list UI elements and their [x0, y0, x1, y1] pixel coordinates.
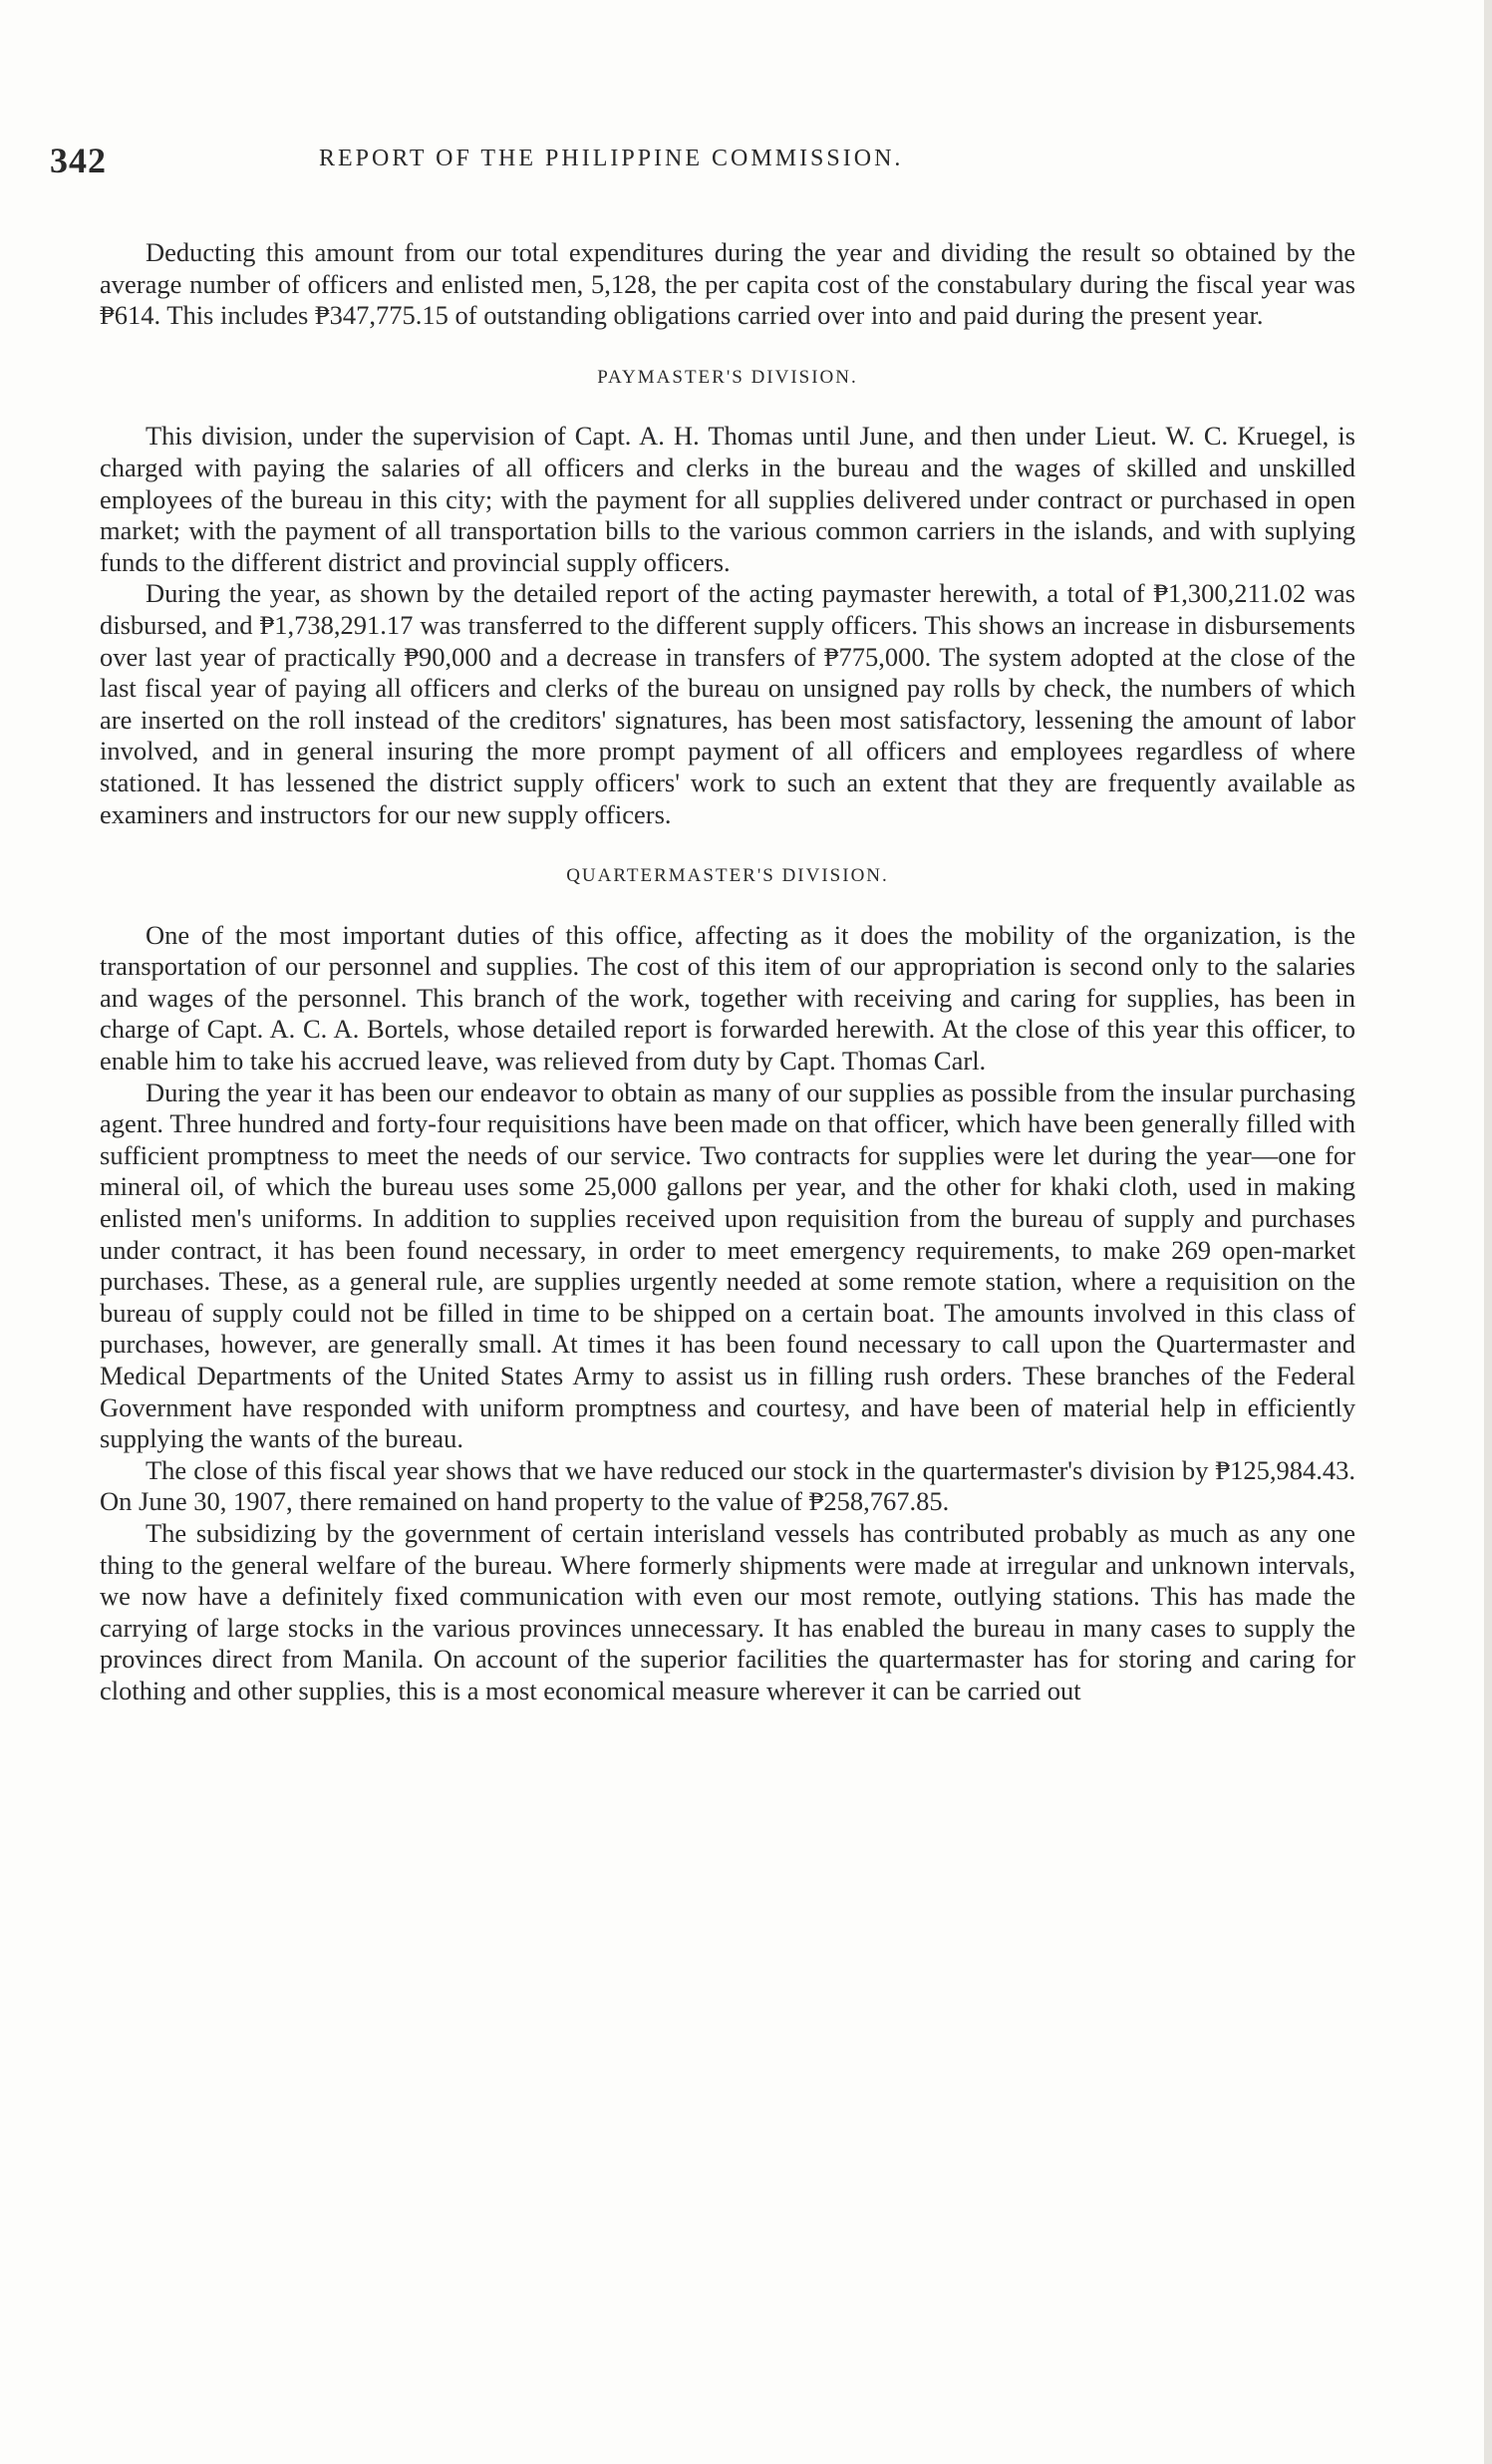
quartermaster-paragraph-2: During the year it has been our endeavor to obtain as many of our supplies as possible from the insular purchasing agent. Three hundred and forty-four requisitions have been made on that officer, which have been generally filled with sufficient promptness to meet the needs of our service. Two contracts for supplies were let during the year—one for mineral oil, of which the bureau uses some 25,000 gallons per year, and the other for khaki cloth, used in making enlisted men's uniforms. In addition to supplies received upon requisition from the bureau of supply and purchases under contract, it has been found necessary, in order to meet emergency requirements, to make 269 open-market purchases. These, as a general rule, are supplies urgently needed at some remote station, where a requisition on the bureau of supply could not be filled in time to be shipped on a certain boat. The amounts involved in this class of purchases, however, are generally small. At times it has been found necessary to call upon the Quartermaster and Medical Departments of the United States Army to assist us in filling rush orders. These branches of the Federal Government have responded with uniform promptness and courtesy, and have been of material help in efficiently supplying the wants of the bureau. — [100, 1077, 1355, 1454]
intro-paragraph: Deducting this amount from our total expenditures during the year and dividing the result so obtained by the average number of officers and enlisted men, 5,128, the per capita cost of the constabulary during the fiscal year was ₱614. This includes ₱347,775.15 of outstanding obligations carried over into and paid during the present year. — [100, 237, 1355, 331]
page-header — [50, 140, 1375, 189]
body-text — [100, 237, 1355, 1707]
quartermaster-paragraph-3: The close of this fiscal year shows that we have reduced our stock in the quartermaster's division by ₱125,984.43. On June 30, 1907, there remained on hand property to the value of ₱258,767.85. — [100, 1454, 1355, 1517]
page-edge — [1484, 0, 1492, 2464]
paymaster-paragraph-1: This division, under the supervision of Capt. A. H. Thomas until June, and then under Lieut. W. C. Kruegel, is charged with paying the salaries of all officers and clerks in the bureau and the wages of skilled and unskilled employees of the bureau in this city; with the payment for all supplies delivered under contract or purchased in open market; with the payment of all transportation bills to the various common carriers in the islands, and with suplying funds to the different district and provincial supply officers. — [100, 421, 1355, 577]
quartermaster-paragraph-4: The subsidizing by the government of certain interisland vessels has contributed probably as much as any one thing to the general welfare of the bureau. Where formerly shipments were made at irregular and unknown intervals, we now have a definitely fixed communication with even our most remote, outlying stations. This has made the carrying of large stocks in the various provinces unnecessary. It has enabled the bureau in many cases to supply the provinces direct from Manila. On account of the superior facilities the quartermaster has for storing and caring for clothing and other supplies, this is a most economical measure wherever it can be carried out — [100, 1517, 1355, 1705]
running-head: REPORT OF THE PHILIPPINE COMMISSION. — [319, 146, 904, 171]
paymaster-heading: PAYMASTER'S DIVISION. — [597, 366, 858, 388]
quartermaster-heading: QUARTERMASTER'S DIVISION. — [566, 865, 889, 887]
paymaster-paragraph-2: During the year, as shown by the detailed report of the acting paymaster herewith, a total of ₱1,300,211.02 was disbursed, and ₱1,738,291.17 was transferred to the different supply officers. This shows an increase in disbursements over last year of practically ₱90,000 and a decrease in transfers of ₱775,000. The system adopted at the close of the last fiscal year of paying all officers and clerks of the bureau on unsigned pay rolls by check, the numbers of which are inserted on the roll instead of the creditors' signatures, has been most satisfactory, lessening the amount of labor involved, and in general insuring the more prompt payment of all officers and employees regardless of where stationed. It has lessened the district supply officers' work to such an extent that they are frequently available as examiners and instructors for our new supply officers. — [100, 578, 1355, 829]
page-number: 342 — [50, 141, 107, 180]
quartermaster-paragraph-1: One of the most important duties of this office, affecting as it does the mobility of the organization, is the transportation of our personnel and supplies. The cost of this item of our appropriation is second only to the salaries and wages of the personnel. This branch of the work, together with receiving and caring for supplies, has been in charge of Capt. A. C. A. Bortels, whose detailed report is forwarded herewith. At the close of this year this officer, to enable him to take his accrued leave, was relieved from duty by Capt. Thomas Carl. — [100, 919, 1355, 1077]
